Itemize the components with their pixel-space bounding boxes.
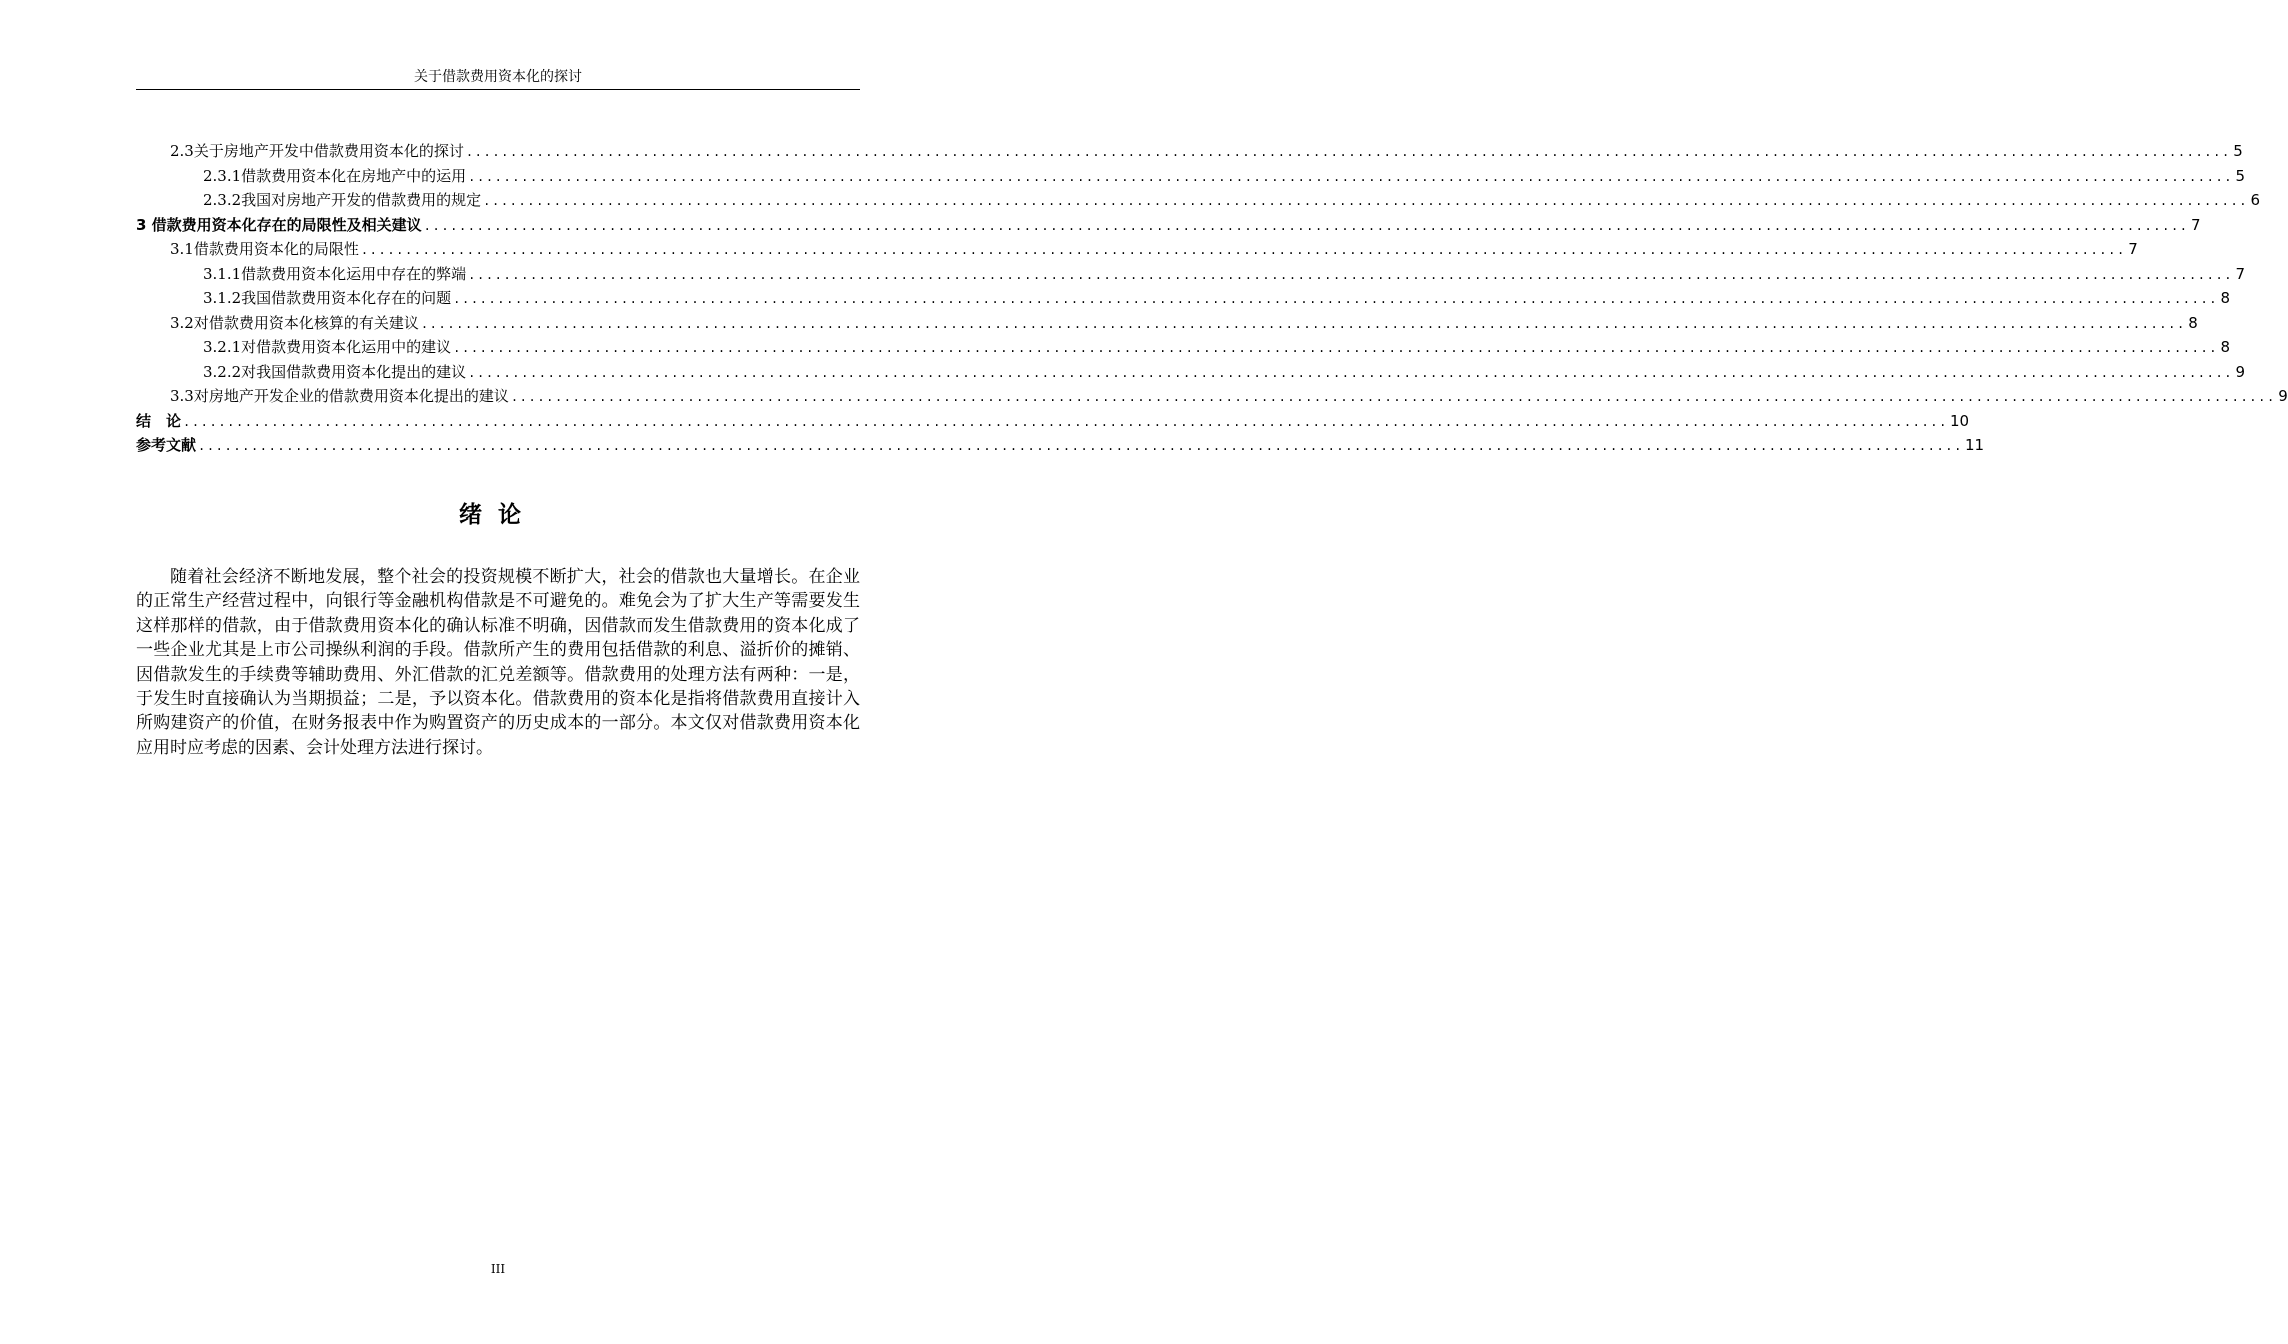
toc-entry[interactable]	[136, 262, 2246, 287]
toc-page-number: 8	[2188, 313, 2198, 332]
section-heading: 绪论	[459, 502, 537, 528]
toc-entry-title: 3.1.2我国借款费用资本化存在的问题	[203, 289, 452, 307]
toc-entry[interactable]	[136, 139, 2243, 164]
toc-entry[interactable]	[136, 164, 2246, 189]
toc-dot-leader: ........................................................................................................................................................................................................	[468, 267, 2234, 282]
toc-entry[interactable]	[136, 409, 1970, 434]
toc-entry-title: 结 论	[136, 411, 182, 430]
toc-entry-title: 2.3.2我国对房地产开发的借款费用的规定	[203, 191, 482, 209]
toc-entry-title: 3.1借款费用资本化的局限性	[170, 240, 359, 258]
toc-page-number: 11	[1964, 436, 1985, 454]
toc-entry[interactable]	[136, 188, 2261, 213]
toc-dot-leader: ........................................................................................................................................................................................................	[510, 390, 2276, 404]
toc-page-number: 5	[2233, 142, 2243, 160]
toc-dot-leader: ........................................................................................................................................................................................................	[360, 243, 2126, 257]
toc-entry[interactable]	[136, 335, 2231, 360]
toc-page-number: 5	[2235, 166, 2246, 185]
toc-entry[interactable]	[136, 237, 2138, 262]
toc-page-number: 6	[2250, 191, 2261, 209]
toc-dot-leader: ........................................................................................................................................................................................................	[198, 439, 1963, 453]
toc-dot-leader: ........................................................................................................................................................................................................	[453, 341, 2219, 355]
page-number: III	[490, 1262, 506, 1276]
toc-page-number: 7	[2235, 264, 2246, 283]
toc-page-number: 7	[2191, 215, 2201, 234]
toc-entry-title: 3.2.1对借款费用资本化运用中的建议	[203, 338, 452, 356]
toc-entry-title: 3 借款费用资本化存在的局限性及相关建议	[136, 215, 422, 234]
toc-entry[interactable]	[136, 213, 2201, 238]
toc-entry-title: 3.1.1借款费用资本化运用中存在的弊端	[203, 264, 467, 283]
toc-entry-title: 3.3对房地产开发企业的借款费用资本化提出的建议	[170, 387, 509, 405]
toc-dot-leader: ........................................................................................................................................................................................................	[468, 365, 2234, 380]
toc-entry[interactable]	[136, 360, 2246, 385]
toc-entry[interactable]	[136, 384, 2288, 409]
toc-dot-leader: ........................................................................................................................................................................................................	[483, 194, 2249, 208]
toc-entry-title: 2.3关于房地产开发中借款费用资本化的探讨	[170, 142, 464, 160]
toc-dot-leader: ........................................................................................................................................................................................................	[183, 414, 1948, 429]
header-rule	[136, 89, 860, 90]
toc-entry[interactable]	[136, 311, 2198, 336]
toc-entry-title: 3.2对借款费用资本化核算的有关建议	[170, 313, 419, 332]
toc-page-number: 10	[1949, 411, 1970, 430]
running-header: 关于借款费用资本化的探讨	[414, 69, 582, 85]
toc-page-number: 8	[2220, 289, 2231, 307]
toc-dot-leader: ........................................................................................................................................................................................................	[465, 145, 2231, 159]
toc-dot-leader: ........................................................................................................................................................................................................	[468, 169, 2234, 184]
toc-dot-leader: ........................................................................................................................................................................................................	[420, 316, 2186, 331]
toc-dot-leader: ........................................................................................................................................................................................................	[453, 292, 2219, 306]
toc-entry-title: 3.2.2对我国借款费用资本化提出的建议	[203, 362, 467, 381]
toc-entry[interactable]	[136, 286, 2231, 311]
toc-entry-title: 2.3.1借款费用资本化在房地产中的运用	[203, 166, 467, 185]
toc-page-number: 9	[2278, 387, 2288, 405]
toc-page-number: 9	[2235, 362, 2246, 381]
toc-page-number: 8	[2220, 338, 2231, 356]
toc-dot-leader: ........................................................................................................................................................................................................	[423, 218, 2189, 233]
body-paragraph: 随着社会经济不断地发展，整个社会的投资规模不断扩大，社会的借款也大量增长。在企业的正常生产经营过程中，向银行等金融机构借款是不可避免的。难免会为了扩大生产等需要发生这样那样的借款，由于借款费用资本化的确认标准不明确，因借款而发生借款费用的资本化成了一些企业尤其是上市公司操纵利润的手段。借款所产生的费用包括借款的利息、溢折价的摊销、因借款发生的手续费等辅助费用、外汇借款的汇兑差额等。借款费用的处理方法有两种：一是，于发生时直接确认为当期损益；二是，予以资本化。借款费用的资本化是指将借款费用直接计入所购建资产的价值，在财务报表中作为购置资产的历史成本的一部分。本文仅对借款费用资本化应用时应考虑的因素、会计处理方法进行探讨。	[136, 567, 860, 758]
table-of-contents	[136, 139, 2288, 458]
toc-entry-title: 参考文献	[136, 436, 197, 454]
toc-entry[interactable]	[136, 433, 1985, 458]
toc-page-number: 7	[2128, 240, 2138, 258]
